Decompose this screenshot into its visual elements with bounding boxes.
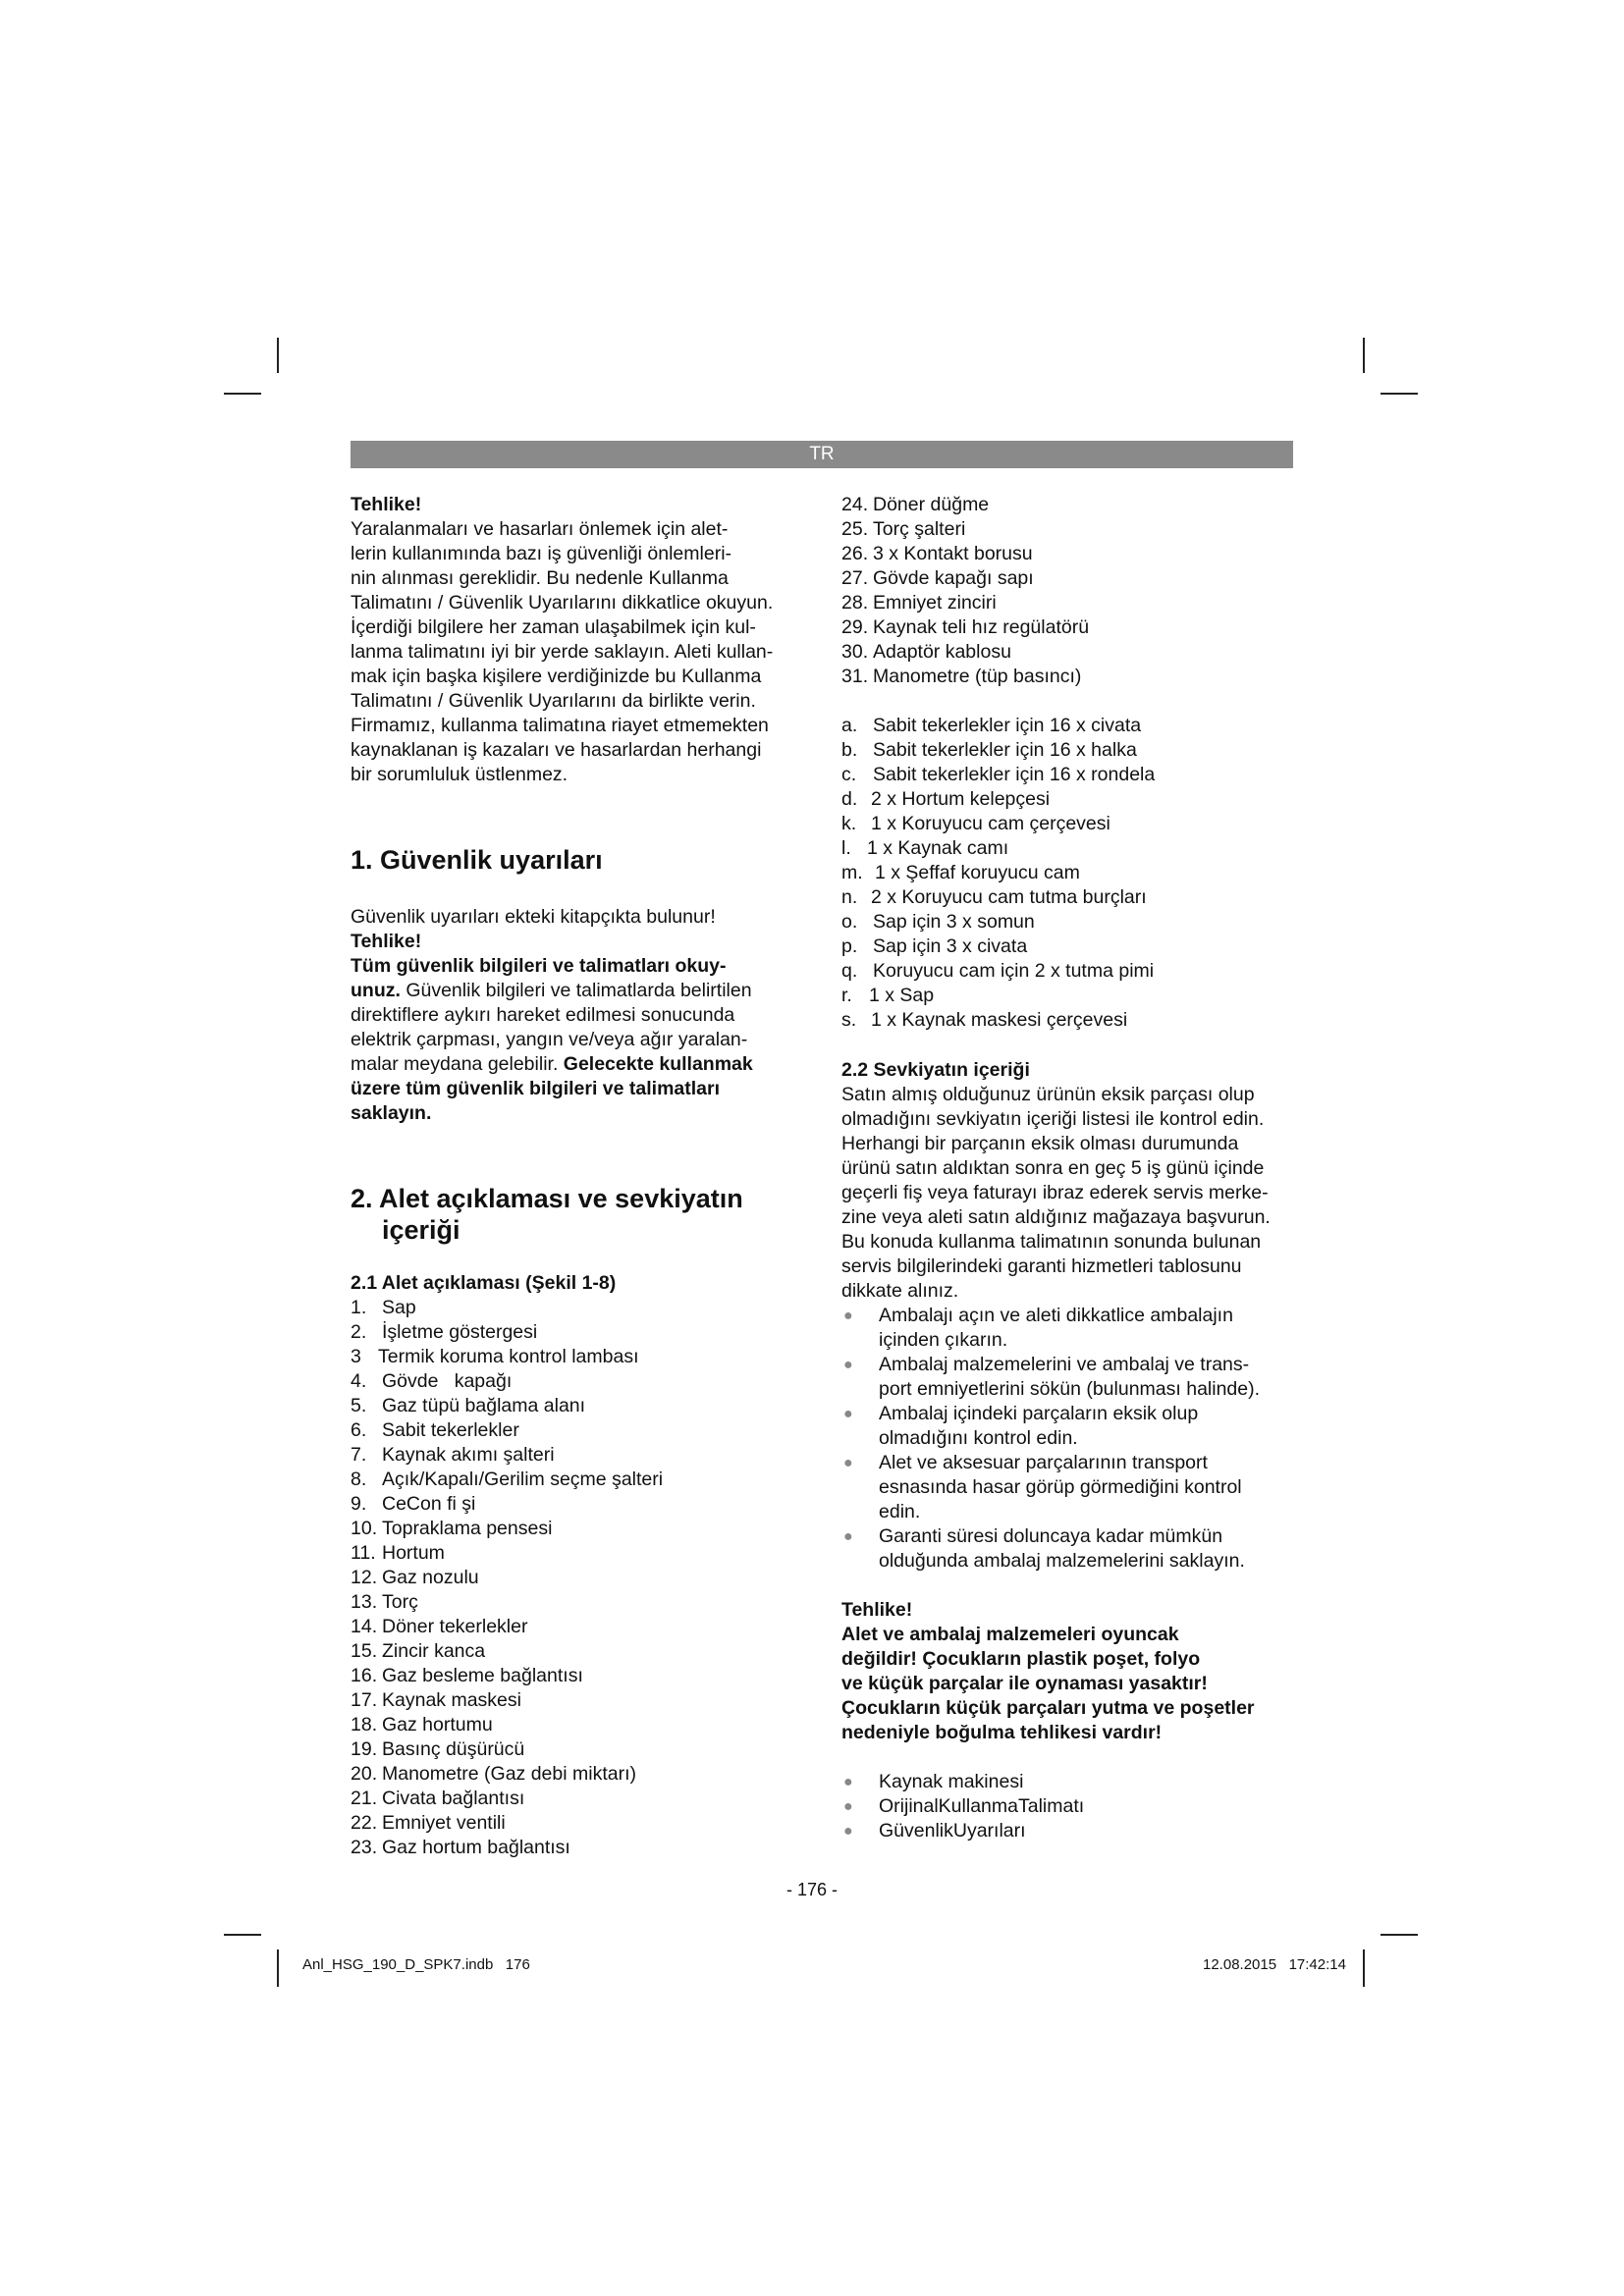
list-item bbox=[841, 566, 1293, 591]
crop-mark bbox=[1380, 393, 1418, 395]
list-item bbox=[351, 1541, 802, 1566]
list-item bbox=[841, 738, 1293, 763]
text-line: Ambalaj malzemelerini ve ambalaj ve trans- bbox=[879, 1354, 1250, 1375]
item-text: Torç bbox=[382, 1591, 418, 1613]
item-text: Sap için 3 x civata bbox=[873, 935, 1028, 957]
item-number: 28. bbox=[841, 592, 869, 614]
item-letter: a. bbox=[841, 715, 858, 736]
item-letter: d. bbox=[841, 788, 858, 810]
item-number: 16. bbox=[351, 1665, 378, 1686]
text-line: değildir! Çocukların plastik poşet, folyo bbox=[841, 1648, 1201, 1670]
bullet-icon: ● bbox=[843, 1357, 853, 1373]
list-item bbox=[841, 984, 1293, 1008]
item-number: 19. bbox=[351, 1738, 378, 1760]
item-letter: c. bbox=[841, 764, 857, 785]
item-letter: r. bbox=[841, 985, 852, 1006]
bold-text: unuz. bbox=[351, 980, 401, 1001]
bullet-icon: ● bbox=[843, 1774, 853, 1790]
crop-mark bbox=[1380, 1934, 1418, 1936]
text-line: zine veya aleti satın aldığınız mağazaya başvurun. bbox=[841, 1206, 1271, 1228]
section-heading bbox=[351, 1183, 802, 1246]
warning-title: Tehlike! bbox=[841, 1599, 913, 1621]
item-number: 18. bbox=[351, 1714, 378, 1735]
warning-title: Tehlike! bbox=[351, 931, 422, 952]
text-line: Yaralanmaları ve hasarları önlemek için alet- bbox=[351, 518, 729, 540]
item-text: Gaz besleme bağlantısı bbox=[382, 1665, 583, 1686]
text-line: lanma talimatını iyi bir yerde saklayın. Aleti kullan- bbox=[351, 641, 774, 663]
text-line: lerin kullanımında bazı iş güvenliği önlemleri- bbox=[351, 543, 732, 564]
item-text: Gaz hortumu bbox=[382, 1714, 493, 1735]
bullet-icon: ● bbox=[843, 1798, 853, 1815]
list-item bbox=[351, 1394, 802, 1418]
item-number: 13. bbox=[351, 1591, 378, 1613]
item-text: Gaz nozulu bbox=[382, 1567, 479, 1588]
delivery-contents-list bbox=[841, 1770, 1293, 1843]
text-line: saklayın. bbox=[351, 1102, 432, 1124]
list-item bbox=[351, 1566, 802, 1590]
item-text: 1 x Şeffaf koruyucu cam bbox=[875, 862, 1080, 883]
list-item bbox=[841, 861, 1293, 885]
left-column bbox=[351, 493, 802, 1860]
text-line: nin alınması gereklidir. Bu nedenle Kullanma bbox=[351, 567, 729, 589]
text-line: içinden çıkarın. bbox=[879, 1329, 1008, 1351]
item-text: Döner düğme bbox=[873, 494, 990, 515]
crop-mark bbox=[277, 338, 279, 373]
text: malar meydana gelebilir. bbox=[351, 1053, 564, 1075]
item-text: İşletme göstergesi bbox=[382, 1321, 538, 1343]
list-item bbox=[351, 1369, 802, 1394]
item-text: Kaynak teli hız regülatörü bbox=[873, 616, 1090, 638]
text: Güvenlik bilgileri ve talimatlarda belirtilen bbox=[400, 980, 752, 1001]
list-item bbox=[351, 1468, 802, 1492]
text-line: Ambalaj içindeki parçaların eksik olup bbox=[879, 1403, 1199, 1424]
bullet-icon: ● bbox=[843, 1406, 853, 1422]
list-item bbox=[841, 1770, 1293, 1794]
list-item bbox=[841, 910, 1293, 934]
item-text: Hortum bbox=[382, 1542, 445, 1564]
crop-mark bbox=[1363, 1949, 1365, 1987]
list-item bbox=[841, 836, 1293, 861]
accessories-list bbox=[841, 714, 1293, 1033]
item-text: 2 x Hortum kelepçesi bbox=[871, 788, 1051, 810]
item-text: Kaynak makinesi bbox=[879, 1771, 1024, 1792]
text-line: olmadığını sevkiyatın içeriği listesi ile kontrol edin. bbox=[841, 1108, 1265, 1130]
item-number: 5. bbox=[351, 1395, 367, 1416]
bullet-icon: ● bbox=[843, 1823, 853, 1840]
text-line: Alet ve ambalaj malzemeleri oyuncak bbox=[841, 1624, 1179, 1645]
unpacking-steps bbox=[841, 1304, 1293, 1574]
item-text: 2 x Koruyucu cam tutma burçları bbox=[871, 886, 1147, 908]
item-letter: l. bbox=[841, 837, 851, 859]
text-line: kaynaklanan iş kazaları ve hasarlardan herhangi bbox=[351, 739, 762, 761]
item-number: 3 bbox=[351, 1346, 361, 1367]
item-number: 30. bbox=[841, 641, 869, 663]
item-number: 2. bbox=[351, 1321, 367, 1343]
list-item bbox=[351, 1762, 802, 1787]
crop-mark bbox=[277, 1949, 279, 1987]
list-item bbox=[351, 1443, 802, 1468]
text-line: ürünü satın aldıktan sonra en geç 5 iş günü içinde bbox=[841, 1157, 1265, 1179]
item-letter: q. bbox=[841, 960, 858, 982]
heading-line: 2. Alet açıklaması ve sevkiyatın bbox=[351, 1184, 743, 1213]
item-number: 20. bbox=[351, 1763, 378, 1785]
item-text: 1 x Kaynak maskesi çerçevesi bbox=[871, 1009, 1128, 1031]
item-text: Sabit tekerlekler için 16 x civata bbox=[873, 715, 1142, 736]
item-text: OrijinalKullanmaTalimatı bbox=[879, 1795, 1085, 1817]
item-text: GüvenlikUyarıları bbox=[879, 1820, 1026, 1842]
bullet-icon: ● bbox=[843, 1455, 853, 1471]
item-text: Gaz tüpü bağlama alanı bbox=[382, 1395, 586, 1416]
item-text: Gövde kapağı bbox=[382, 1370, 513, 1392]
text-line: Satın almış olduğunuz ürünün eksik parçası olup bbox=[841, 1084, 1255, 1105]
language-header-bar bbox=[351, 441, 1293, 468]
text-line bbox=[351, 979, 802, 1003]
text-line: servis bilgilerindeki garanti hizmetleri tablosunu bbox=[841, 1255, 1242, 1277]
item-text: Sabit tekerlekler için 16 x halka bbox=[873, 739, 1137, 761]
item-text: CeCon fi şi bbox=[382, 1493, 476, 1515]
text-line: mak için başka kişilere verdiğinizde bu Kullanma bbox=[351, 666, 762, 687]
text-line: bir sorumluluk üstlenmez. bbox=[351, 764, 568, 785]
crop-mark bbox=[1363, 338, 1365, 373]
item-text: Sap bbox=[382, 1297, 416, 1318]
item-number: 25. bbox=[841, 518, 869, 540]
list-item bbox=[841, 812, 1293, 836]
item-text: Döner tekerlekler bbox=[382, 1616, 528, 1637]
text-line: Güvenlik uyarıları ekteki kitapçıkta bulunur! bbox=[351, 906, 716, 928]
list-item bbox=[351, 1737, 802, 1762]
text-line: edin. bbox=[879, 1501, 921, 1522]
text-line: Tüm güvenlik bilgileri ve talimatları okuy- bbox=[351, 955, 727, 977]
item-number: 17. bbox=[351, 1689, 378, 1711]
item-text: Koruyucu cam için 2 x tutma pimi bbox=[873, 960, 1155, 982]
list-item bbox=[841, 1008, 1293, 1033]
file-info: Anl_HSG_190_D_SPK7.indb 176 bbox=[302, 1956, 530, 1973]
list-item bbox=[841, 542, 1293, 566]
bullet-icon: ● bbox=[843, 1528, 853, 1545]
delivery-paragraph bbox=[841, 1083, 1293, 1304]
item-number: 29. bbox=[841, 616, 869, 638]
list-item bbox=[841, 493, 1293, 517]
page-number: - 176 - bbox=[785, 1880, 839, 1899]
item-number: 12. bbox=[351, 1567, 378, 1588]
item-number: 14. bbox=[351, 1616, 378, 1637]
right-column bbox=[841, 493, 1293, 1843]
list-item bbox=[351, 1639, 802, 1664]
list-item bbox=[841, 1304, 1293, 1353]
item-text: 1 x Sap bbox=[869, 985, 935, 1006]
list-item bbox=[841, 934, 1293, 959]
list-item bbox=[841, 885, 1293, 910]
list-item bbox=[841, 714, 1293, 738]
item-text: Zincir kanca bbox=[382, 1640, 486, 1662]
subsection-heading: 2.1 Alet açıklaması (Şekil 1-8) bbox=[351, 1272, 617, 1294]
text-line: Alet ve aksesuar parçalarının transport bbox=[879, 1452, 1208, 1473]
list-item bbox=[351, 1345, 802, 1369]
item-number: 21. bbox=[351, 1788, 378, 1809]
list-item bbox=[351, 1811, 802, 1836]
item-number: 10. bbox=[351, 1518, 378, 1539]
parts-list-continued bbox=[841, 493, 1293, 689]
item-number: 26. bbox=[841, 543, 869, 564]
item-letter: k. bbox=[841, 813, 857, 834]
list-item bbox=[351, 1418, 802, 1443]
item-text: 3 x Kontakt borusu bbox=[873, 543, 1033, 564]
item-text: Kaynak akımı şalteri bbox=[382, 1444, 555, 1466]
list-item bbox=[841, 615, 1293, 640]
item-number: 23. bbox=[351, 1837, 378, 1858]
item-number: 27. bbox=[841, 567, 869, 589]
item-text: Gaz hortum bağlantısı bbox=[382, 1837, 570, 1858]
bold-text: Gelecekte kullanmak bbox=[563, 1053, 753, 1075]
item-number: 6. bbox=[351, 1419, 367, 1441]
item-letter: o. bbox=[841, 911, 858, 933]
warning-title: Tehlike! bbox=[351, 494, 422, 515]
item-text: Basınç düşürücü bbox=[382, 1738, 525, 1760]
list-item bbox=[841, 959, 1293, 984]
item-number: 31. bbox=[841, 666, 869, 687]
text-line: olmadığını kontrol edin. bbox=[879, 1427, 1078, 1449]
text-line: Garanti süresi doluncaya kadar mümkün bbox=[879, 1525, 1223, 1547]
parts-list bbox=[351, 1296, 802, 1860]
list-item bbox=[841, 640, 1293, 665]
text-line: geçerli fiş veya faturayı ibraz ederek servis merke- bbox=[841, 1182, 1269, 1203]
text-line bbox=[351, 1052, 802, 1077]
text-line: Firmamız, kullanma talimatına riayet etmemekten bbox=[351, 715, 769, 736]
section-heading: 1. Güvenlik uyarıları bbox=[351, 845, 603, 875]
warning-block bbox=[841, 1598, 1293, 1745]
item-text: Torç şalteri bbox=[873, 518, 966, 540]
list-item bbox=[841, 517, 1293, 542]
item-text: Açık/Kapalı/Gerilim seçme şalteri bbox=[382, 1468, 664, 1490]
text-line: elektrik çarpması, yangın ve/veya ağır yaralan- bbox=[351, 1029, 748, 1050]
item-text: Gövde kapağı sapı bbox=[873, 567, 1034, 589]
item-text: Adaptör kablosu bbox=[873, 641, 1011, 663]
list-item bbox=[841, 1451, 1293, 1524]
item-text: Manometre (tüp basıncı) bbox=[873, 666, 1082, 687]
text-line: Herhangi bir parçanın eksik olması durumunda bbox=[841, 1133, 1239, 1154]
item-number: 8. bbox=[351, 1468, 367, 1490]
item-text: 1 x Koruyucu cam çerçevesi bbox=[871, 813, 1110, 834]
list-item bbox=[351, 1787, 802, 1811]
list-item bbox=[351, 1615, 802, 1639]
list-item bbox=[351, 1590, 802, 1615]
item-number: 15. bbox=[351, 1640, 378, 1662]
item-number: 9. bbox=[351, 1493, 367, 1515]
text-line: esnasında hasar görüp görmediğini kontrol bbox=[879, 1476, 1242, 1498]
list-item bbox=[841, 763, 1293, 787]
text-line: ve küçük parçalar ile oynaması yasaktır! bbox=[841, 1673, 1208, 1694]
print-timestamp: 12.08.2015 17:42:14 bbox=[1203, 1956, 1346, 1973]
item-letter: b. bbox=[841, 739, 858, 761]
text-line: Talimatını / Güvenlik Uyarılarını da birlikte verin. bbox=[351, 690, 756, 712]
text-line: dikkate alınız. bbox=[841, 1280, 959, 1302]
list-item bbox=[351, 1836, 802, 1860]
list-item bbox=[351, 1517, 802, 1541]
text-line: port emniyetlerini sökün (bulunması halinde). bbox=[879, 1378, 1261, 1400]
item-text: Kaynak maskesi bbox=[382, 1689, 521, 1711]
item-text: Civata bağlantısı bbox=[382, 1788, 525, 1809]
item-text: Sabit tekerlekler bbox=[382, 1419, 519, 1441]
item-number: 24. bbox=[841, 494, 869, 515]
text-line: Çocukların küçük parçaları yutma ve poşetler bbox=[841, 1697, 1255, 1719]
list-item bbox=[351, 1688, 802, 1713]
item-number: 7. bbox=[351, 1444, 367, 1466]
list-item bbox=[351, 1664, 802, 1688]
list-item bbox=[841, 591, 1293, 615]
crop-mark bbox=[224, 393, 261, 395]
heading-line: içeriği bbox=[382, 1215, 460, 1245]
subsection-heading: 2.2 Sevkiyatın içeriği bbox=[841, 1059, 1030, 1081]
item-letter: s. bbox=[841, 1009, 857, 1031]
item-number: 4. bbox=[351, 1370, 367, 1392]
list-item bbox=[351, 1320, 802, 1345]
item-text: Emniyet zinciri bbox=[873, 592, 997, 614]
list-item bbox=[841, 1819, 1293, 1843]
item-number: 22. bbox=[351, 1812, 378, 1834]
text-line: olduğunda ambalaj malzemelerini saklayın. bbox=[879, 1550, 1245, 1572]
item-number: 11. bbox=[351, 1542, 376, 1564]
list-item bbox=[841, 1353, 1293, 1402]
language-label: TR bbox=[809, 444, 835, 464]
item-letter: p. bbox=[841, 935, 858, 957]
text-line: direktiflere aykırı hareket edilmesi sonucunda bbox=[351, 1004, 735, 1026]
text-line: nedeniyle boğulma tehlikesi vardır! bbox=[841, 1722, 1163, 1743]
list-item bbox=[841, 665, 1293, 689]
item-text: Sap için 3 x somun bbox=[873, 911, 1035, 933]
text-line: İçerdiği bilgilere her zaman ulaşabilmek için kul- bbox=[351, 616, 756, 638]
text-line: Talimatını / Güvenlik Uyarılarını dikkatlice okuyun. bbox=[351, 592, 774, 614]
item-text: 1 x Kaynak camı bbox=[867, 837, 1009, 859]
list-item bbox=[351, 1492, 802, 1517]
crop-mark bbox=[224, 1934, 261, 1936]
item-text: Manometre (Gaz debi miktarı) bbox=[382, 1763, 636, 1785]
item-letter: n. bbox=[841, 886, 858, 908]
item-text: Emniyet ventili bbox=[382, 1812, 506, 1834]
item-letter: m. bbox=[841, 862, 863, 883]
list-item bbox=[351, 1296, 802, 1320]
text-line: Ambalajı açın ve aleti dikkatlice ambalajın bbox=[879, 1305, 1233, 1326]
list-item bbox=[841, 1524, 1293, 1574]
item-text: Topraklama pensesi bbox=[382, 1518, 553, 1539]
item-number: 1. bbox=[351, 1297, 367, 1318]
bullet-icon: ● bbox=[843, 1308, 853, 1324]
list-item bbox=[351, 1713, 802, 1737]
item-text: Termik koruma kontrol lambası bbox=[378, 1346, 639, 1367]
list-item bbox=[841, 1794, 1293, 1819]
list-item bbox=[841, 787, 1293, 812]
warning-paragraph bbox=[351, 517, 802, 787]
text-line: üzere tüm güvenlik bilgileri ve talimatları bbox=[351, 1078, 721, 1099]
list-item bbox=[841, 1402, 1293, 1451]
item-text: Sabit tekerlekler için 16 x rondela bbox=[873, 764, 1156, 785]
safety-section bbox=[351, 905, 802, 1126]
text-line: Bu konuda kullanma talimatının sonunda bulunan bbox=[841, 1231, 1262, 1253]
